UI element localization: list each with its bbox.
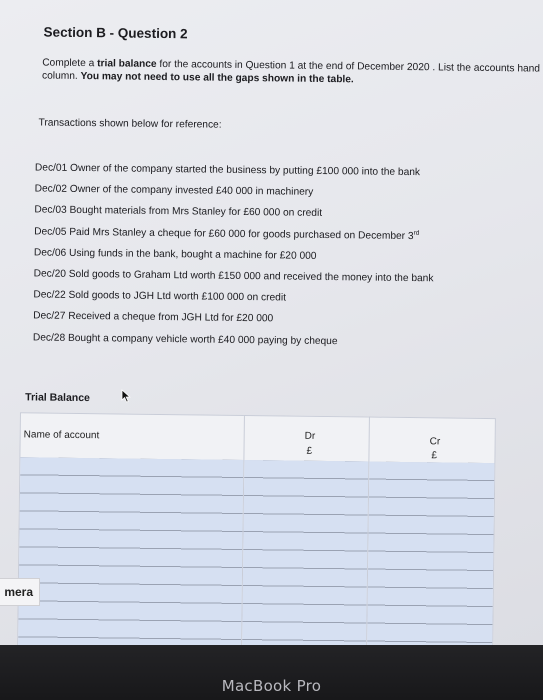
credit-currency: £ (431, 450, 438, 462)
device-brand-label: MacBook Pro (221, 677, 322, 695)
credit-input-area[interactable] (367, 462, 494, 645)
transaction-item: Dec/22 Sold goods to JGH Ltd worth £100 000 on credit (33, 289, 287, 304)
column-header (244, 416, 370, 463)
mouse-pointer-icon (121, 389, 131, 403)
debit-column (241, 415, 371, 645)
transaction-item: Dec/02 Owner of the company invested £40 000 in machinery (34, 183, 314, 199)
debit-input-area[interactable] (242, 460, 369, 645)
transaction-text: Dec/05 Paid Mrs Stanley a cheque for £60 000 for goods purchased on December 3 (34, 226, 414, 242)
ordinal-suffix: rd (413, 229, 420, 237)
transaction-item: Dec/28 Bought a company vehicle worth £40 000 paying by cheque (32, 332, 338, 347)
instructions-middle: for the accounts in Question 1 at the end of December 2020 . List the accounts hand column. (42, 58, 541, 82)
instructions-bold-term: trial balance (97, 58, 157, 70)
debit-header: Dr (304, 430, 316, 442)
reference-label: Transactions shown below for reference: (38, 117, 222, 131)
account-name-input-area[interactable] (18, 457, 244, 645)
transaction-item: Dec/27 Received a cheque from JGH Ltd for £20 000 (33, 310, 274, 325)
credit-column (366, 417, 496, 645)
instructions-bold-note: You may not need to use all the gaps shown in the table. (80, 70, 354, 86)
column-header (20, 413, 245, 461)
trial-balance-title: Trial Balance (25, 391, 91, 405)
instructions (42, 57, 542, 89)
page-title: Section B - Question 2 (43, 24, 188, 42)
trial-balance-table (17, 412, 500, 645)
debit-currency: £ (306, 445, 313, 457)
credit-header: Cr (429, 436, 441, 448)
transaction-item: Dec/20 Sold goods to Graham Ltd worth £150 000 and received the money into the bank (33, 268, 434, 285)
instructions-prefix: Complete a (42, 57, 98, 70)
account-name-header: Name of account (23, 429, 100, 442)
column-header (369, 418, 495, 465)
transaction-list (33, 157, 435, 353)
transaction-item: Dec/06 Using funds in the bank, bought a machine for £20 000 (33, 247, 317, 262)
camera-overlay-tab[interactable]: mera (0, 578, 40, 606)
transaction-item: Dec/01 Owner of the company started the business by putting £100 000 into the bank (34, 162, 421, 179)
account-name-column (17, 412, 246, 645)
transaction-item: Dec/03 Bought materials from Mrs Stanley for £60 000 on credit (34, 204, 323, 220)
